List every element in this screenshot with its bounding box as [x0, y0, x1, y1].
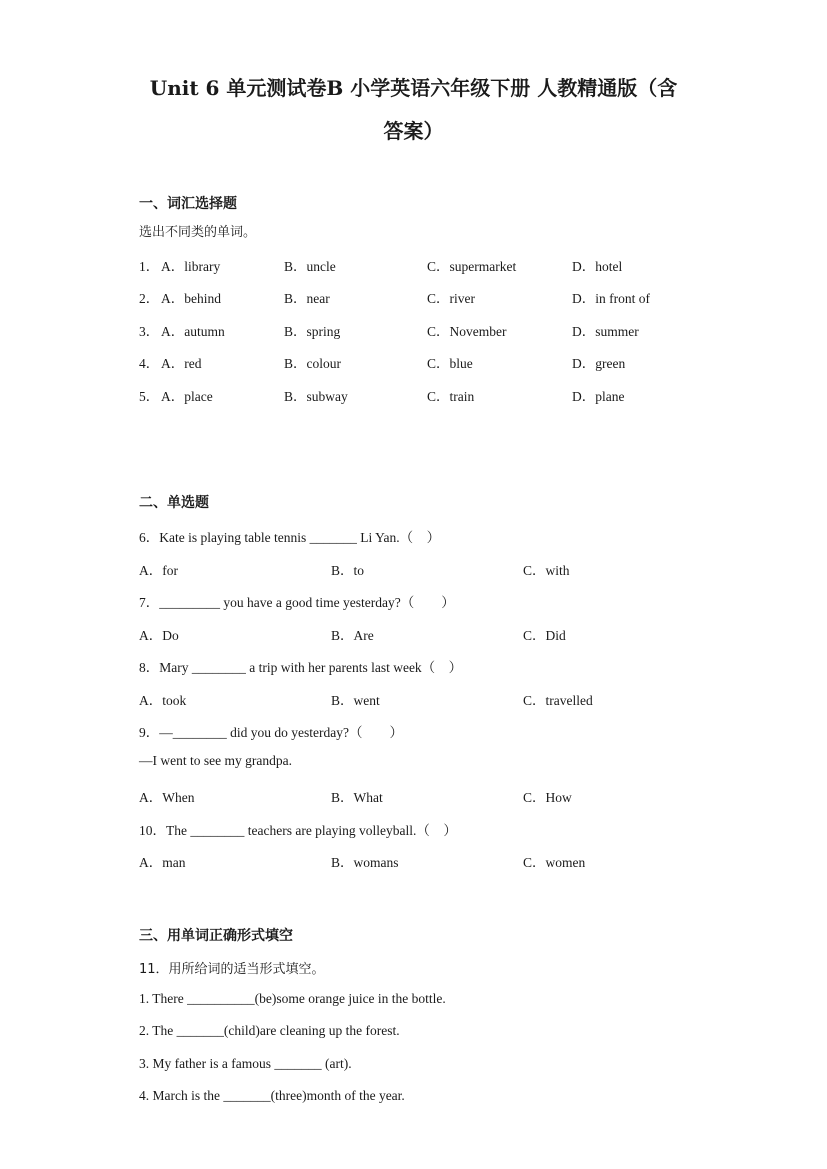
question-9-option-a: A．When [139, 790, 195, 805]
question-7-option-a: A．Do [139, 628, 179, 643]
option-c: C．supermarket [427, 259, 517, 274]
document-title-line-2: 答案） [383, 119, 444, 143]
question-9-reply: —I went to see my grandpa. [139, 753, 292, 768]
option-c: C．November [427, 324, 507, 339]
fill-blank-line-3: 3. My father is a famous _______ (art). [139, 1056, 352, 1071]
question-6-option-c: C．with [523, 563, 570, 578]
question-7-option-c: C．Did [523, 628, 566, 643]
document-title-line-1: Unit 6 单元测试卷B 小学英语六年级下册 人教精通版（含 [149, 76, 678, 100]
option-d: D．plane [572, 389, 625, 404]
option-a: A．red [161, 356, 202, 371]
option-a: A．library [161, 259, 221, 274]
question-9-option-b: B．What [331, 790, 383, 805]
question-10-stem: 10．The ________ teachers are playing volleyball.（ ） [139, 823, 457, 838]
question-10-option-c: C．women [523, 855, 586, 870]
fill-blank-line-2: 2. The _______(child)are cleaning up the forest. [139, 1023, 400, 1038]
question-8-option-c: C．travelled [523, 693, 593, 708]
option-b: B．spring [284, 324, 341, 339]
question-10-option-a: A．man [139, 855, 186, 870]
section-2-heading: 二、单选题 [139, 495, 209, 511]
question-6-option-b: B．to [331, 563, 365, 578]
option-d: D．summer [572, 324, 639, 339]
question-9-option-c: C．How [523, 790, 572, 805]
question-number: 5． [139, 389, 160, 404]
option-b: B．colour [284, 356, 341, 371]
option-d: D．in front of [572, 291, 650, 306]
option-a: A．behind [161, 291, 221, 306]
fill-blank-line-1: 1. There __________(be)some orange juice in the bottle. [139, 991, 446, 1006]
option-c: C．river [427, 291, 475, 306]
question-number: 2． [139, 291, 160, 306]
question-7-option-b: B．Are [331, 628, 374, 643]
option-c: C．blue [427, 356, 473, 371]
option-a: A．autumn [161, 324, 225, 339]
option-b: B．subway [284, 389, 348, 404]
question-8-option-b: B．went [331, 693, 380, 708]
question-6-option-a: A．for [139, 563, 178, 578]
section-3-heading: 三、用单词正确形式填空 [139, 928, 293, 944]
question-number: 3． [139, 324, 160, 339]
question-number: 4． [139, 356, 160, 371]
question-7-stem: 7．_________ you have a good time yesterday?（ ） [139, 595, 455, 610]
option-c: C．train [427, 389, 475, 404]
question-6-stem: 6．Kate is playing table tennis _______ Li Yan.（ ） [139, 530, 441, 545]
question-number: 1． [139, 259, 160, 274]
option-d: D．hotel [572, 259, 623, 274]
fill-blank-line-4: 4. March is the _______(three)month of the year. [139, 1088, 405, 1103]
question-11-instruction: 11．用所给词的适当形式填空。 [139, 962, 325, 977]
question-10-option-b: B．womans [331, 855, 399, 870]
option-b: B．uncle [284, 259, 336, 274]
question-9-stem: 9．—________ did you do yesterday?（ ） [139, 725, 403, 740]
section-1-heading: 一、词汇选择题 [139, 196, 237, 212]
question-8-option-a: A．took [139, 693, 187, 708]
section-1-instruction: 选出不同类的单词。 [139, 225, 257, 240]
option-d: D．green [572, 356, 626, 371]
question-8-stem: 8．Mary ________ a trip with her parents last week（ ） [139, 660, 463, 675]
option-b: B．near [284, 291, 330, 306]
option-a: A．place [161, 389, 213, 404]
